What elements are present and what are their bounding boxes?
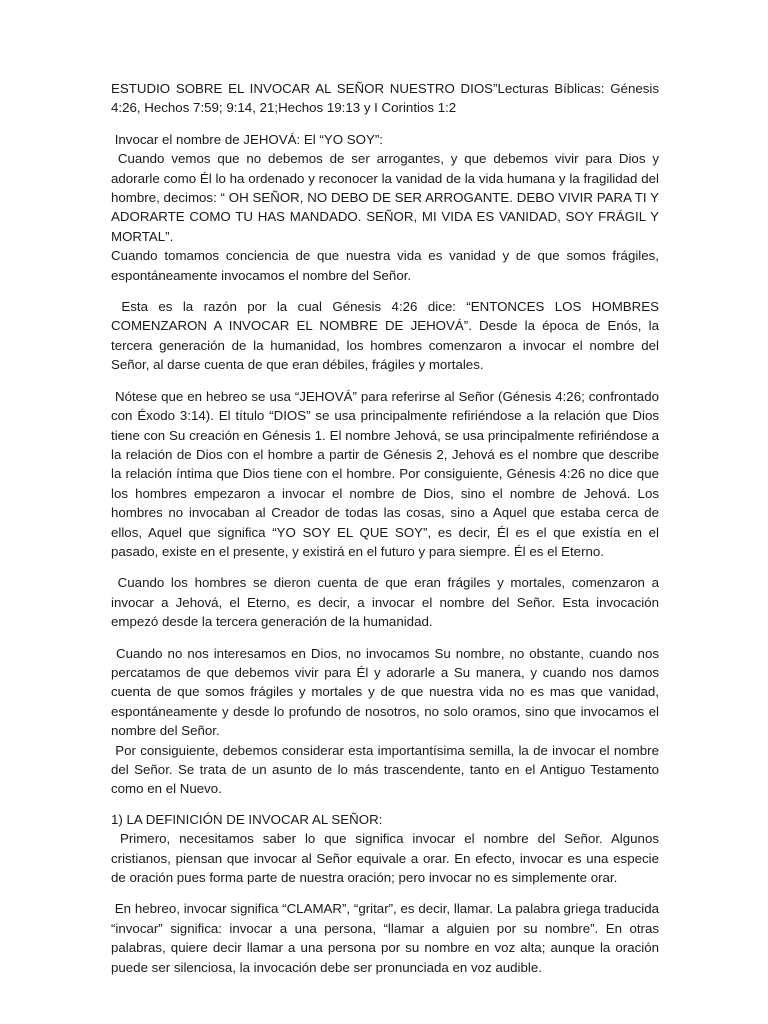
paragraph-yo-soy-heading: Invocar el nombre de JEHOVÁ: El “YO SOY”: — [111, 131, 383, 147]
paragraph-primero: Primero, necesitamos saber lo que significa invocar el nombre del Señor. Algunos cristianos, piensan que invocar al Señor equivale a orar. En efecto, invocar es una especie de oración pues forma parte de nuestra oración; pero invocar no es simplemente orar. — [111, 831, 663, 886]
paragraph-conciencia: Cuando tomamos conciencia de que nuestra vida es vanidad y de que somos frágiles, espontáneamente invocamos el nombre del Señor. — [111, 248, 663, 283]
document-page — [111, 79, 663, 977]
document-title: ESTUDIO SOBRE EL INVOCAR AL SEÑOR NUESTRO DIOS”Lecturas Bíblicas: Génesis 4:26, Hechos 7:59; 9:14, 21;Hechos 19:13 y I Corintios 1:2 — [111, 81, 663, 116]
paragraph-cuando-hombres: Cuando los hombres se dieron cuenta de que eran frágiles y mortales, comenzaron a invocar a Jehová, el Eterno, es decir, a invocar el nombre del Señor. Esta invocación empezó desde la tercera generación de la humanidad. — [111, 575, 663, 630]
paragraph-yo-soy-body: Cuando vemos que no debemos de ser arrogantes, y que debemos vivir para Dios y adorarle como Él lo ha ordenado y reconocer la vanidad de la vida humana y la fragilidad del hombre, decimos: “ OH SEÑOR, NO DEBO DE SER ARROGANTE. DEBO VIVIR PARA TI Y ADORARTE COMO TU HAS MANDADO. SEÑOR, MI VIDA ES VANIDAD, SOY FRÁGIL Y MORTAL”. — [111, 151, 663, 244]
paragraph-notese: Nótese que en hebreo se usa “JEHOVÁ” para referirse al Señor (Génesis 4:26; confrontado con Éxodo 3:14). El título “DIOS” se usa principalmente refiriéndose a la relación que Dios tiene con Su creación en Génesis 1. El nombre Jehová, se usa principalmente refiriéndose a la relación de Dios con el hombre a partir de Génesis 2, Jehová es el nombre que describe la relación íntima que Dios tiene con el hombre. Por consiguiente, Génesis 4:26 no dice que los hombres empezaron a invocar el nombre de Dios, sino el nombre de Jehová. Los hombres no invocaban al Creador de todas las cosas, sino a Aquel que estaba cerca de ellos, Aquel que significa “YO SOY EL QUE SOY”, es decir, Él es el que existía en el pasado, existe en el presente, y existirá en el futuro y para siempre. Él es el Eterno. — [111, 388, 663, 559]
paragraph-hebreo: En hebreo, invocar significa “CLAMAR”, “gritar”, es decir, llamar. La palabra griega traducida “invocar” significa: invocar a una persona, “llamar a alguien por su nombre”. En otras palabras, quiere decir llamar a una persona por su nombre en voz alta; aunque la oración puede ser silenciosa, la invocación debe ser pronunciada en voz audible. — [111, 901, 663, 975]
section-heading-definicion: 1) LA DEFINICIÓN DE INVOCAR AL SEÑOR: — [111, 811, 383, 827]
paragraph-no-interesamos: Cuando no nos interesamos en Dios, no invocamos Su nombre, no obstante, cuando nos percatamos de que debemos vivir para Él y adorarle a Su manera, y cuando nos damos cuenta de que somos frágiles y mortales y de que nuestra vida no es mas que vanidad, espontáneamente y desde lo profundo de nosotros, no solo oramos, sino que invocamos el nombre del Señor. — [111, 645, 663, 739]
paragraph-por-consiguiente: Por consiguiente, debemos considerar esta importantísima semilla, la de invocar el nombre del Señor. Se trata de un asunto de lo más trascendente, tanto en el Antiguo Testamento como en el Nuevo. — [111, 742, 663, 797]
paragraph-razon: Esta es la razón por la cual Génesis 4:26 dice: “ENTONCES LOS HOMBRES COMENZARON A INVOCAR EL NOMBRE DE JEHOVÁ”. Desde la época de Enós, la tercera generación de la humanidad, los hombres comenzaron a invocar el nombre del Señor, al darse cuenta de que eran débiles, frágiles y mortales. — [111, 299, 663, 373]
